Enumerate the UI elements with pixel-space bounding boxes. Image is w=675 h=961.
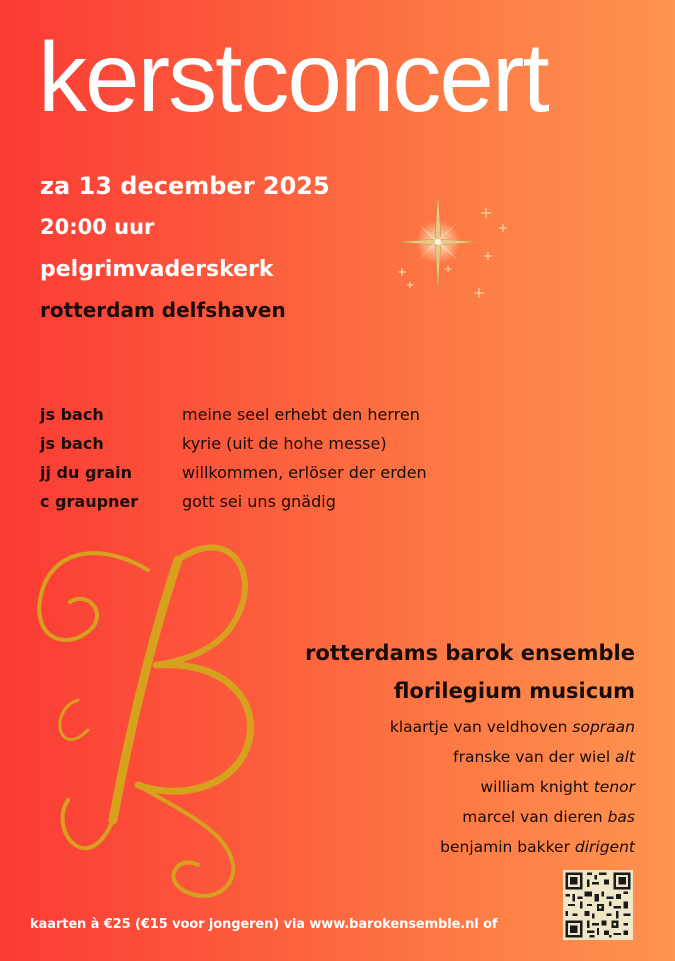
monogram-b-icon [28, 530, 268, 920]
poster-title: kerstconcert [38, 22, 548, 132]
performer-role: tenor [593, 778, 635, 796]
performer-role: dirigent [574, 838, 635, 856]
program-list [40, 400, 480, 516]
event-date: za 13 december 2025 [40, 172, 330, 200]
program-row [40, 400, 480, 429]
star-icon [390, 190, 520, 310]
performer-name: benjamin bakker [440, 838, 570, 856]
performer-name: franske van der wiel [453, 748, 611, 766]
event-city: rotterdam delfshaven [40, 298, 286, 322]
composer-name: jj du grain [40, 463, 132, 482]
work-title: gott sei uns gnädig [182, 492, 336, 511]
performer-role: sopraan [572, 718, 635, 736]
composer-name: js bach [40, 434, 104, 453]
performer-role: alt [615, 748, 635, 766]
composer-name: c graupner [40, 492, 139, 511]
ticket-info: kaarten à €25 (€15 voor jongeren) via www.barokensemble.nl of [30, 917, 498, 932]
performer-name: marcel van dieren [462, 808, 603, 826]
performer [305, 712, 635, 742]
program-row [40, 487, 480, 516]
composer-name: js bach [40, 405, 104, 424]
program-row [40, 429, 480, 458]
ensemble-block [305, 636, 635, 862]
performer-name: william knight [480, 778, 589, 796]
ensemble-name: rotterdams barok ensemble [305, 641, 635, 665]
performer [305, 772, 635, 802]
performer-role: bas [607, 808, 635, 826]
work-title: meine seel erhebt den herren [182, 405, 420, 424]
program-row [40, 458, 480, 487]
performer [305, 832, 635, 862]
work-title: willkommen, erlöser der erden [182, 463, 427, 482]
qr-code-icon[interactable] [563, 870, 633, 940]
performer [305, 802, 635, 832]
ensemble-name: florilegium musicum [393, 679, 635, 703]
event-venue: pelgrimvaderskerk [40, 257, 274, 282]
performer-name: klaartje van veldhoven [389, 718, 568, 736]
event-time: 20:00 uur [40, 215, 155, 239]
work-title: kyrie (uit de hohe messe) [182, 434, 387, 453]
performer [305, 742, 635, 772]
